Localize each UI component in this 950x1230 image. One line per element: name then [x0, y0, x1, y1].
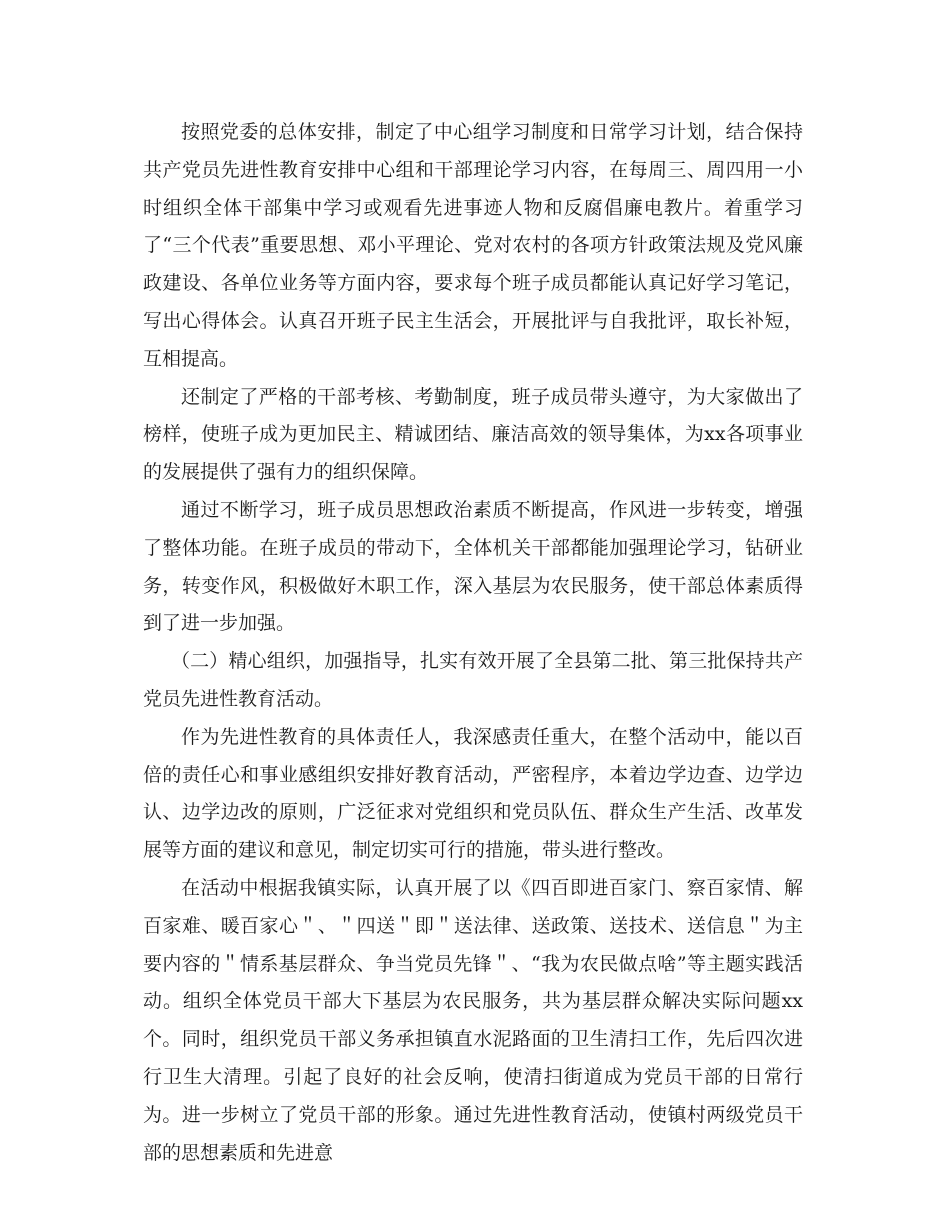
paragraph-responsibility: 作为先进性教育的具体责任人，我深感责任重大，在整个活动中，能以百倍的责任心和事业感组织安排好教育活动，严密程序，本着边学边查、边学边认、边学边改的原则，广泛征求对党组织和党员队伍、群众生产生活、改革发展等方面的建议和意见，制定切实可行的措施，带头进行整改。 [143, 725, 803, 862]
section-heading-two: （二）精心组织，加强指导，扎实有效开展了全县第二批、第三批保持共产党员先进性教育活动。 [143, 650, 803, 710]
paragraph-practice-activities: 在活动中根据我镇实际，认真开展了以《四百即进百家门、察百家情、解百家难、暖百家心＂、＂四送＂即＂送法律、送政策、送技术、送信息＂为主要内容的＂情系基层群众、争当党员先锋＂、“我为农民做点啥”等主题实践活动。组织全体党员干部大下基层为农民服务，共为基层群众解决实际问题xx个。同时，组织党员干部义务承担镇直水泥路面的卫生清扫工作，先后四次进行卫生大清理。引起了良好的社会反响，使清扫街道成为党员干部的日常行为。进一步树立了党员干部的形象。通过先进性教育活动，使镇村两级党员干部的思想素质和先进意 [143, 876, 803, 1164]
paragraph-continuous-learning: 通过不断学习，班子成员思想政治素质不断提高，作风进一步转变，增强了整体功能。在班子成员的带动下，全体机关干部都能加强理论学习，钻研业务，转变作风，积极做好木职工作，深入基层为农民服务，使干部总体素质得到了进一步加强。 [143, 498, 803, 635]
document-body [143, 114, 803, 1172]
paragraph-assessment-system: 还制定了严格的干部考核、考勤制度，班子成员带头遵守，为大家做出了榜样，使班子成为更加民主、精诚团结、廉洁高效的领导集体，为xx各项事业的发展提供了强有力的组织保障。 [143, 385, 803, 484]
paragraph-study-system: 按照党委的总体安排，制定了中心组学习制度和日常学习计划，结合保持共产党员先进性教育安排中心组和干部理论学习内容，在每周三、周四用一小时组织全体干部集中学习或观看先进事迹人物和反腐倡廉电教片。着重学习了“三个代表”重要思想、邓小平理论、党对农村的各项方针政策法规及党风廉政建设、各单位业务等方面内容，要求每个班子成员都能认真记好学习笔记，写出心得体会。认真召开班子民主生活会，开展批评与自我批评，取长补短，互相提高。 [143, 121, 803, 370]
